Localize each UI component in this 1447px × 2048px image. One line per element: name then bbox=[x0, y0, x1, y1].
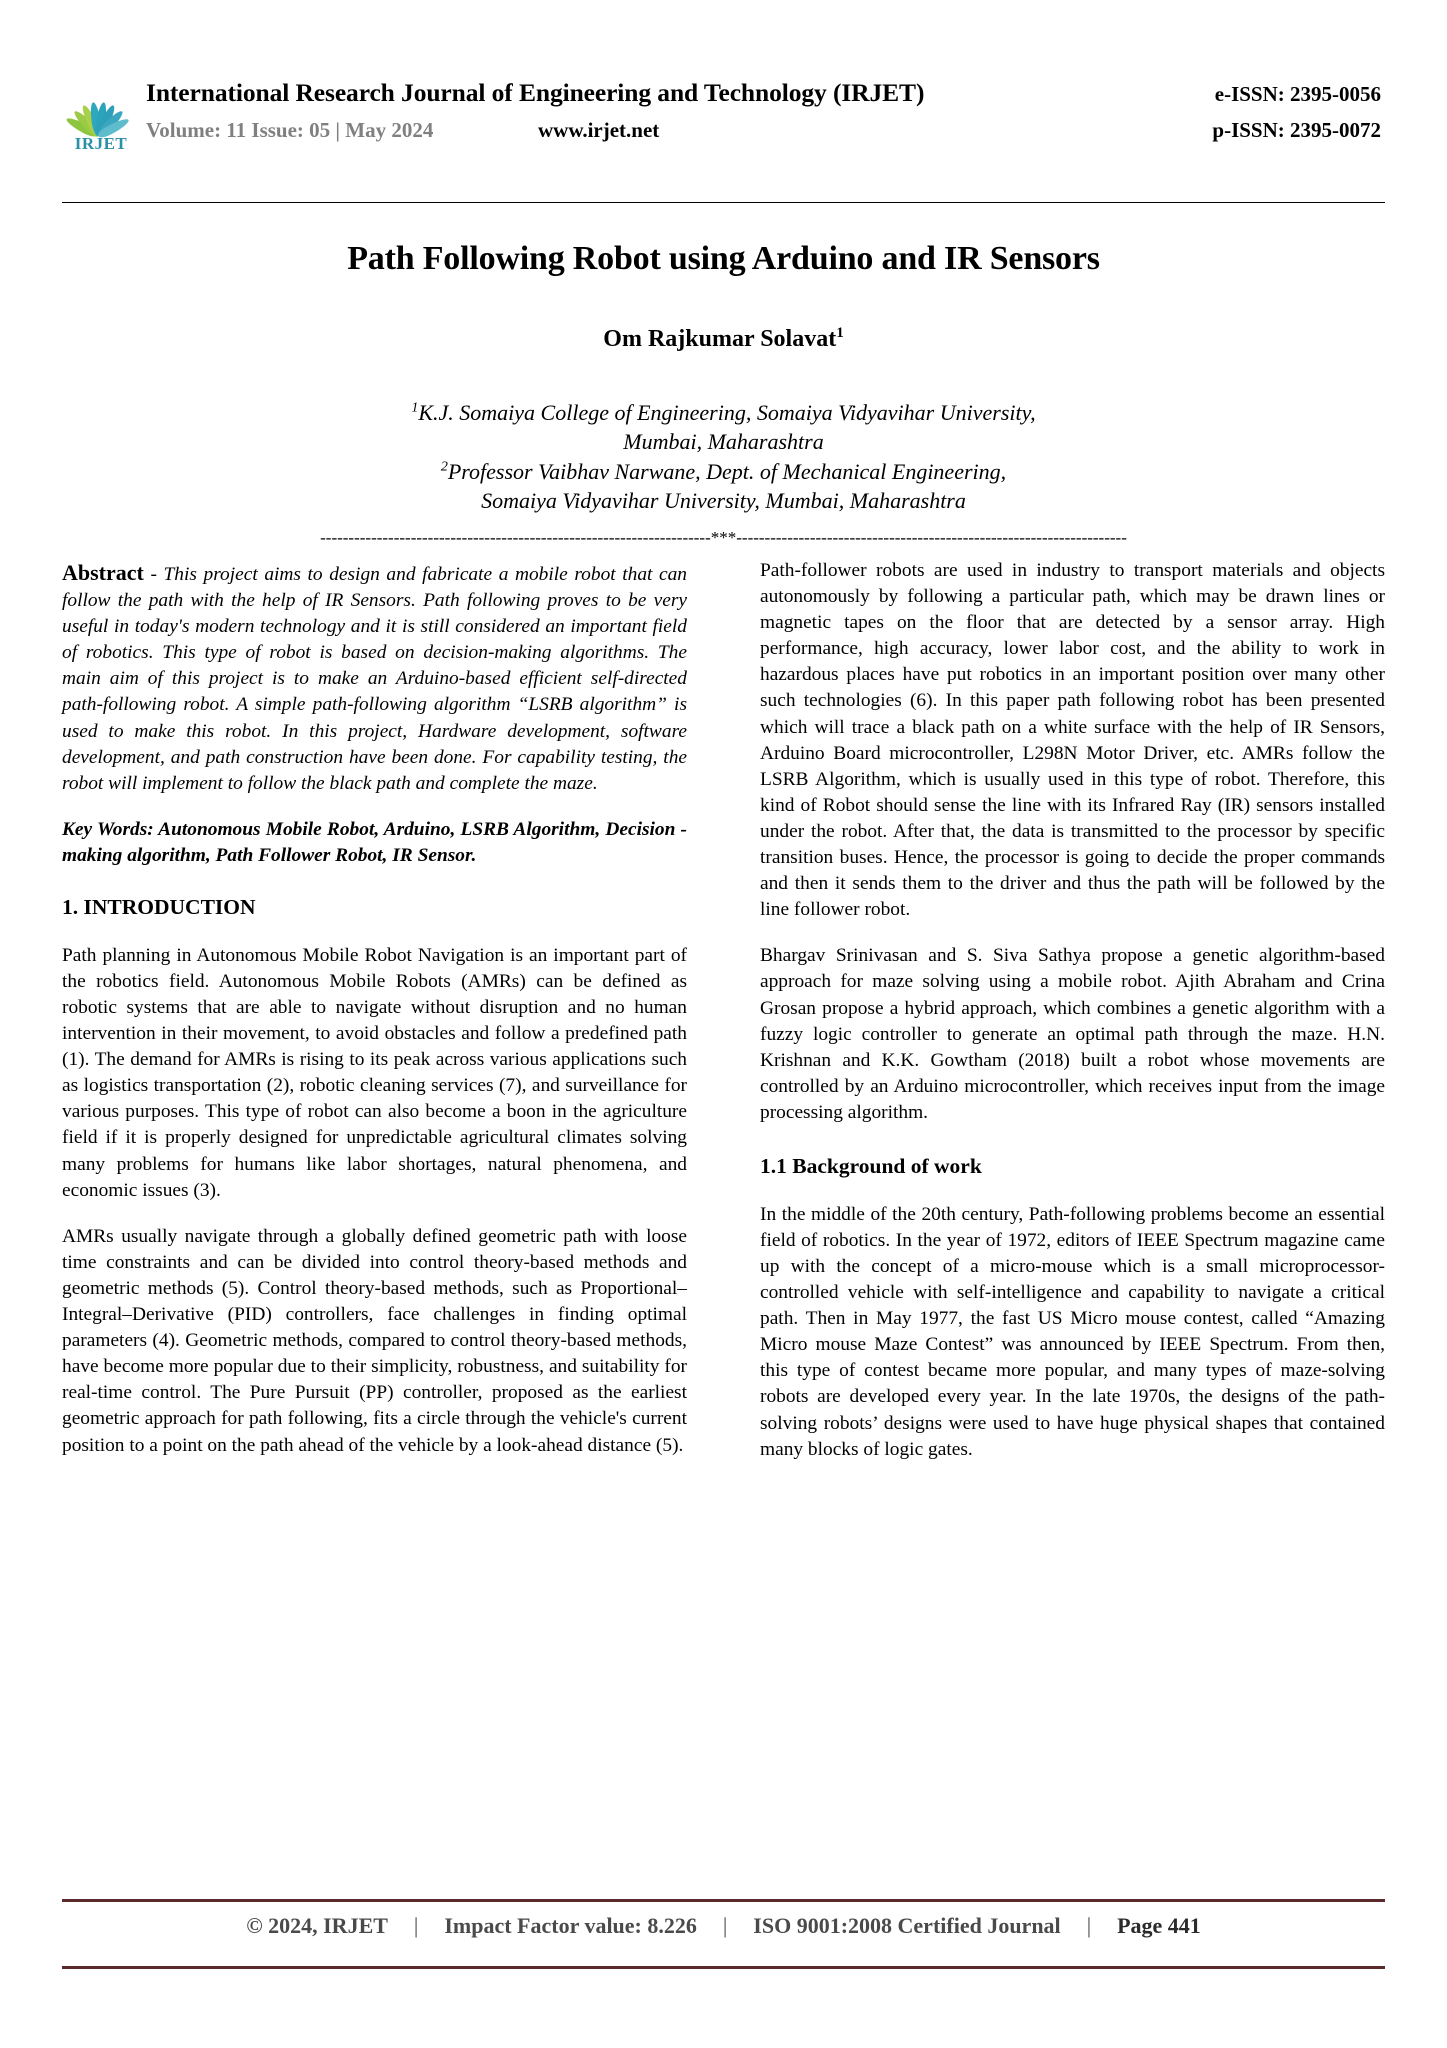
subsection-heading-background: 1.1 Background of work bbox=[760, 1153, 982, 1178]
footer-separator: | bbox=[722, 1913, 728, 1938]
affiliation-marker: 1 bbox=[411, 400, 419, 416]
right-paragraph-3: In the middle of the 20th century, Path-following problems become an essential field of robotics. In the year of 1972, editors of IEEE Spectrum magazine came up with the concept of a micro-mouse which is a small microprocessor-controlled vehicle with self-intelligence and capability to navigate a critical path. Then in May 1977, the fast US Micro mouse contest, called “Amazing Micro mouse Maze Contest” was announced by IEEE Spectrum. From then, this type of contest became more popular, and many types of maze-solving robots are developed every year. In the late 1970s, the designs of the path-solving robots’ designs were used to have huge physical shapes that contained many blocks of logic gates. bbox=[760, 1203, 1385, 1460]
affiliation-marker: 2 bbox=[440, 459, 448, 475]
affiliation-text: K.J. Somaiya College of Engineering, Somaiya Vidyavihar University, bbox=[418, 400, 1036, 425]
page-title: Path Following Robot using Arduino and IR Sensors bbox=[347, 240, 1100, 277]
header-divider bbox=[62, 202, 1385, 203]
author-affil-marker: 1 bbox=[836, 325, 844, 341]
irjet-logo bbox=[62, 78, 140, 166]
left-column bbox=[62, 558, 687, 1479]
page-footer bbox=[62, 1913, 1385, 1939]
affiliations bbox=[62, 398, 1385, 516]
affiliation-text: Mumbai, Maharashtra bbox=[623, 429, 824, 455]
footer-separator: | bbox=[1086, 1913, 1092, 1938]
volume-issue-date: Volume: 11 Issue: 05 | May 2024 bbox=[146, 118, 434, 142]
footer-divider-bottom bbox=[62, 1966, 1385, 1969]
right-column bbox=[760, 558, 1385, 1483]
abstract-body: This project aims to design and fabricate a mobile robot that can follow the path with the help of IR Sensors. Path following proves to be very useful in today's modern technology and it is still considered an important field of robotics. This type of robot is based on decision-making algorithms. The main aim of this project is to make an Arduino-based efficient self-directed path-following robot. A simple path-following algorithm “LSRB algorithm” is used to make this robot. In this project, Hardware development, software development, and path construction have been done. For capability testing, the robot will implement to follow the black path and complete the maze. bbox=[62, 564, 687, 794]
keywords-period: . bbox=[471, 844, 477, 866]
footer-certification: ISO 9001:2008 Certified Journal bbox=[753, 1913, 1061, 1938]
author-name bbox=[62, 325, 1385, 353]
footer-impact-factor: Impact Factor value: 8.226 bbox=[444, 1913, 697, 1938]
footer-separator: | bbox=[413, 1913, 419, 1938]
affiliation-text: Professor Vaibhav Narwane, Dept. of Mechanical Engineering, bbox=[447, 458, 1007, 484]
affiliation-line bbox=[62, 427, 1385, 456]
abstract-paragraph bbox=[62, 558, 687, 797]
journal-website: www.irjet.net bbox=[538, 118, 660, 142]
keywords-label: Key Words: bbox=[62, 818, 159, 840]
affiliation-line bbox=[62, 457, 1385, 486]
p-issn: p-ISSN: 2395-0072 bbox=[1212, 118, 1381, 142]
footer-divider-top bbox=[62, 1899, 1385, 1902]
footer-copyright: © 2024, IRJET bbox=[246, 1913, 388, 1938]
affiliation-line bbox=[62, 486, 1385, 515]
right-paragraph-1: Path-follower robots are used in industry to transport materials and objects autonomously by following a particular path, which may be drawn lines or magnetic tapes on the floor that are detected by a sensor array. High performance, high accuracy, lower labor cost, and the ability to work in hazardous places have put robotics in an important position over many other such technologies (6). In this paper path following robot has been presented which will trace a black path on a white surface with the help of IR Sensors, Arduino Board microcontroller, L298N Motor Driver, etc. AMRs follow the LSRB Algorithm, which is usually used in this type of robot. Therefore, this kind of Robot should sense the line with its Infrared Ray (IR) sensors installed under the robot. After that, the data is transmitted to the processor by specific transition buses. Hence, the processor is going to decide the proper commands and then it sends them to the driver and thus the path will be followed by the line follower robot. bbox=[760, 560, 1385, 921]
affiliation-line bbox=[62, 398, 1385, 427]
right-paragraph-2: Bhargav Srinivasan and S. Siva Sathya propose a genetic algorithm-based approach for maze solving using a mobile robot. Ajith Abraham and Crina Grosan propose a hybrid approach, which combines a genetic algorithm with a fuzzy logic controller to generate an optimal path through the maze. H.N. Krishnan and K.K. Gowtham (2018) built a robot whose movements are controlled by an Arduino microcontroller, which receives input from the image processing algorithm. bbox=[760, 945, 1385, 1123]
author-label: Om Rajkumar Solavat bbox=[603, 326, 837, 352]
abstract-dash: - bbox=[143, 564, 164, 585]
abstract-label: Abstract bbox=[62, 560, 144, 585]
journal-title: International Research Journal of Engineering and Technology (IRJET) bbox=[146, 78, 925, 107]
intro-paragraph-1: Path planning in Autonomous Mobile Robot Navigation is an important part of the robotics field. Autonomous Mobile Robots (AMRs) can be defined as robotic systems that are able to navigate without disruption and no human intervention in their movement, to avoid obstacles and follow a predefined path (1). The demand for AMRs is rising to its peak across various applications such as logistics transportation (2), robotic cleaning services (7), and surveillance for various purposes. This type of robot can also become a boon in the agriculture field if it is properly designed for unpredictable agricultural climates solving many problems for humans like labor shortages, natural phenomena, and economic issues (3). bbox=[62, 944, 687, 1201]
section-separator: ---------------------------------------------------------------------***--------------------------------------------------------------------- bbox=[320, 528, 1127, 547]
journal-masthead bbox=[62, 78, 1385, 170]
affiliation-text: Somaiya Vidyavihar University, Mumbai, Maharashtra bbox=[481, 488, 966, 514]
fan-leaf-icon bbox=[62, 80, 136, 140]
keywords-paragraph bbox=[62, 817, 687, 869]
section-heading-introduction: 1. INTRODUCTION bbox=[62, 895, 256, 920]
intro-paragraph-2: AMRs usually navigate through a globally defined geometric path with loose time constraints and can be divided into control theory-based methods and geometric methods (5). Control theory-based methods, such as Proportional–Integral–Derivative (PID) controllers, face challenges in finding optimal parameters (4). Geometric methods, compared to control theory-based methods, have become more popular due to their simplicity, robustness, and suitability for real-time control. The Pure Pursuit (PP) controller, proposed as the earliest geometric approach for path following, fits a circle through the vehicle's current position to a point on the path ahead of the vehicle by a look-ahead distance (5). bbox=[62, 1225, 687, 1456]
keywords-text: Autonomous Mobile Robot, Arduino, LSRB Algorithm, Decision -making algorithm, Path Follower Robot, IR Sensor bbox=[62, 818, 687, 866]
logo-wordmark: IRJET bbox=[74, 134, 128, 153]
e-issn: e-ISSN: 2395-0056 bbox=[1214, 82, 1381, 106]
masthead-text bbox=[140, 78, 1385, 143]
footer-page-number: Page 441 bbox=[1117, 1913, 1201, 1938]
